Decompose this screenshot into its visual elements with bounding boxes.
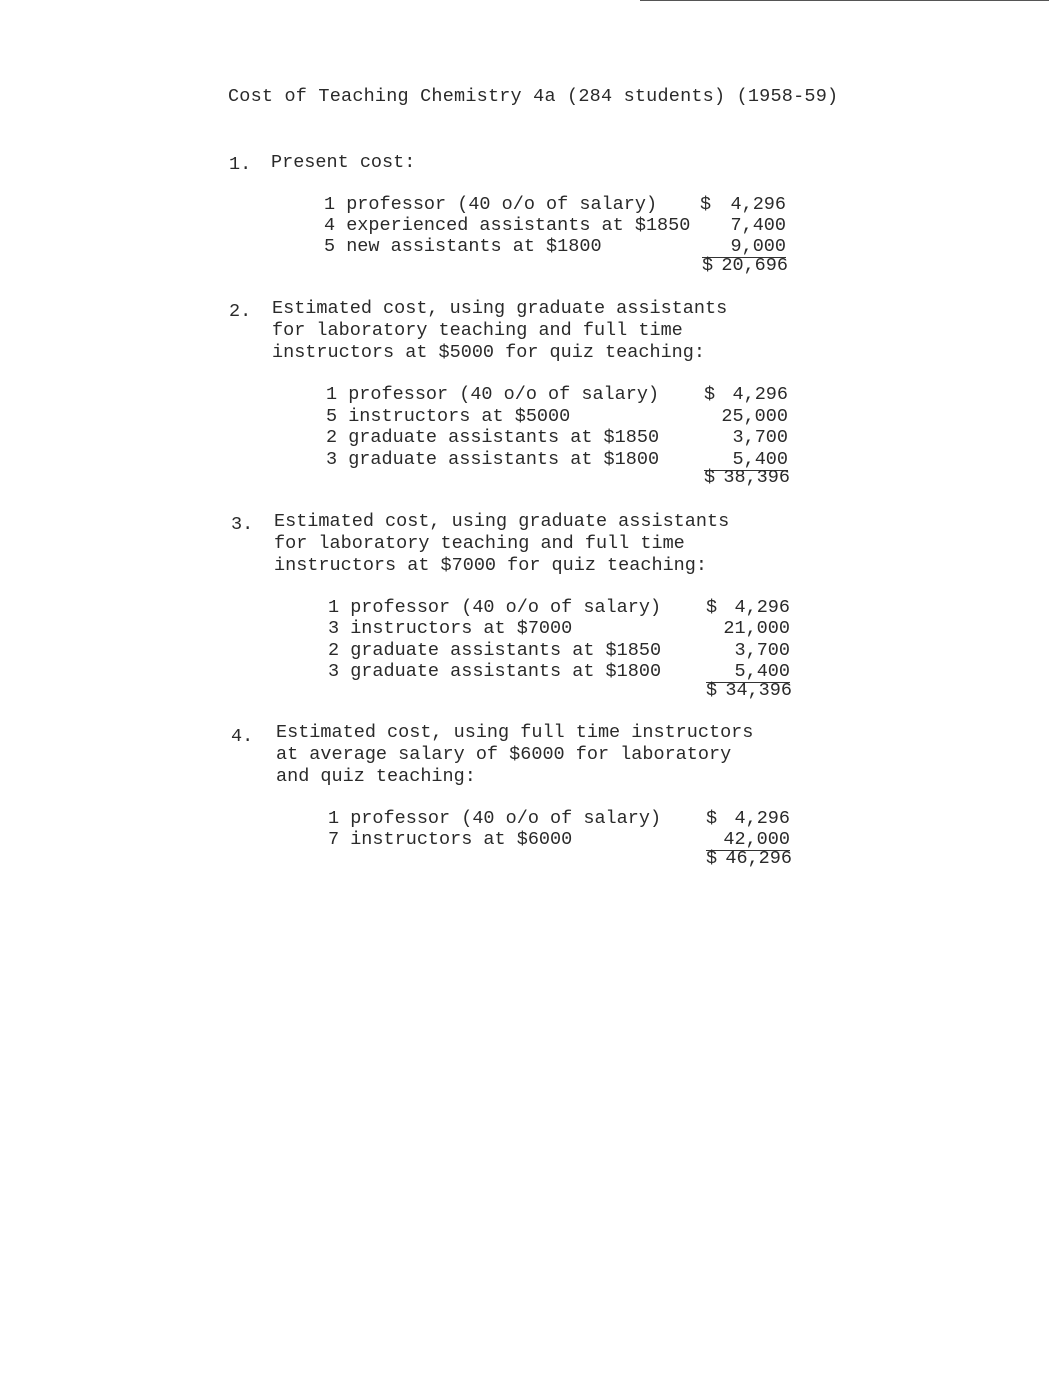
item-amount: 21,000	[723, 618, 790, 639]
top-edge-rule	[640, 0, 1049, 1]
section-heading	[276, 722, 753, 788]
item-currency: $	[704, 384, 716, 405]
heading-line: instructors at $7000 for quiz teaching:	[274, 555, 707, 576]
heading-line: at average salary of $6000 for laboratory	[276, 744, 732, 765]
total-amount: 20,696	[721, 255, 788, 276]
item-amount: 4,296	[730, 194, 786, 215]
item-label: 1 professor (40 o/o of salary)	[324, 194, 658, 215]
item-amount: 9,000	[702, 236, 786, 258]
heading-line: Present cost:	[271, 152, 416, 173]
section-total	[706, 848, 794, 869]
item-amount: 42,000	[706, 829, 790, 851]
item-amount: 4,296	[734, 808, 790, 829]
section-heading	[274, 511, 729, 577]
item-currency: $	[706, 808, 718, 829]
heading-line: Estimated cost, using graduate assistants	[274, 511, 730, 532]
item-label: 3 instructors at $7000	[328, 618, 573, 639]
item-amount: 25,000	[721, 406, 788, 427]
item-label: 1 professor (40 o/o of salary)	[326, 384, 660, 405]
heading-line: for laboratory teaching and full time	[274, 533, 685, 554]
item-amount: 4,296	[734, 597, 790, 618]
item-currency: $	[706, 597, 718, 618]
total-amount: 38,396	[723, 467, 790, 488]
item-label: 5 instructors at $5000	[326, 406, 571, 427]
heading-line: Estimated cost, using graduate assistants	[272, 298, 728, 319]
section-number: 2.	[229, 301, 252, 322]
item-amount: 4,296	[732, 384, 788, 405]
total-amount: 46,296	[725, 848, 792, 869]
heading-line: and quiz teaching:	[276, 766, 476, 787]
section-number: 4.	[231, 726, 254, 747]
item-label: 4 experienced assistants at $1850	[324, 215, 691, 236]
total-currency: $	[702, 255, 714, 276]
section-number: 3.	[231, 514, 254, 535]
item-label: 7 instructors at $6000	[328, 829, 573, 850]
section-heading	[271, 152, 415, 174]
item-label: 3 graduate assistants at $1800	[326, 449, 660, 470]
heading-line: Estimated cost, using full time instructors	[276, 722, 754, 743]
item-label: 1 professor (40 o/o of salary)	[328, 597, 662, 618]
total-currency: $	[706, 848, 718, 869]
section-total	[702, 255, 790, 276]
item-amount: 5,400	[706, 661, 790, 683]
item-label: 1 professor (40 o/o of salary)	[328, 808, 662, 829]
item-label: 2 graduate assistants at $1850	[328, 640, 662, 661]
total-currency: $	[706, 680, 718, 701]
heading-line: for laboratory teaching and full time	[272, 320, 683, 341]
heading-line: instructors at $5000 for quiz teaching:	[272, 342, 705, 363]
total-currency: $	[704, 467, 716, 488]
section-total	[704, 467, 792, 488]
item-amount: 3,700	[734, 640, 790, 661]
item-currency: $	[700, 194, 712, 215]
section-total	[706, 680, 794, 701]
item-amount: 7,400	[730, 215, 786, 236]
item-amount: 5,400	[704, 449, 788, 471]
section-heading	[272, 298, 727, 364]
section-number: 1.	[229, 154, 252, 175]
item-label: 2 graduate assistants at $1850	[326, 427, 660, 448]
document-title: Cost of Teaching Chemistry 4a (284 students) (1958-59)	[228, 86, 839, 107]
item-amount: 3,700	[732, 427, 788, 448]
item-label: 3 graduate assistants at $1800	[328, 661, 662, 682]
item-label: 5 new assistants at $1800	[324, 236, 602, 257]
total-amount: 34,396	[725, 680, 792, 701]
